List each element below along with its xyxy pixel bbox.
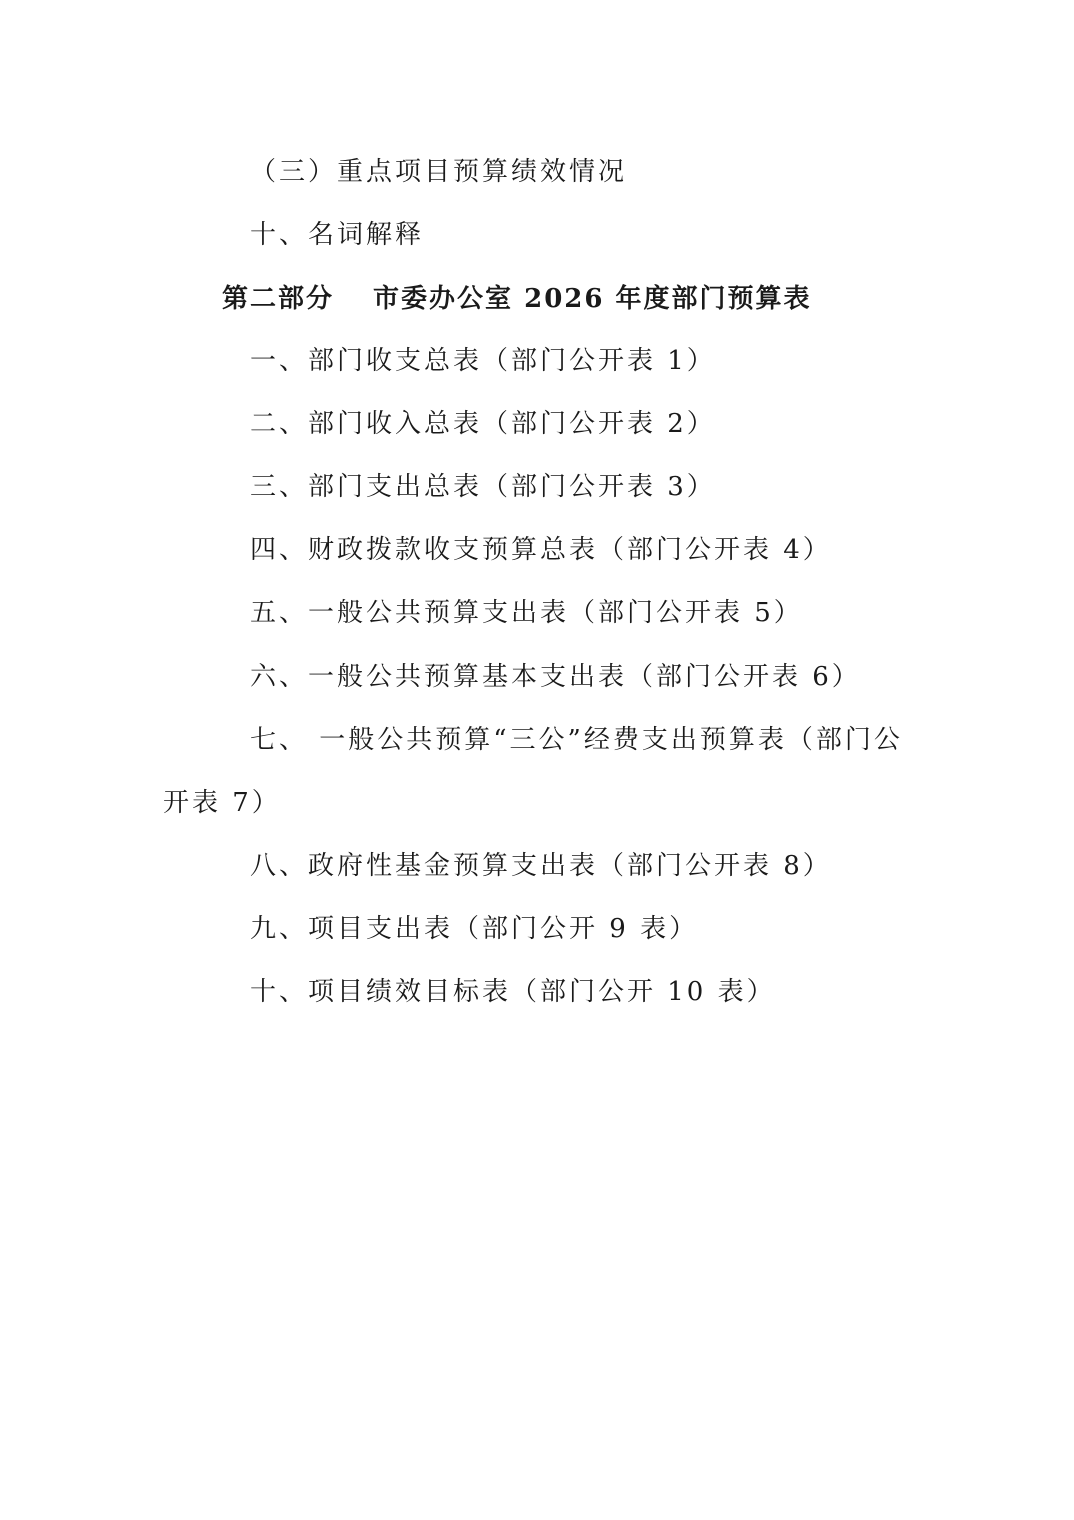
toc-item-table-7-line2: 开表 7） [163, 788, 281, 818]
toc-item-table-4: 四、财政拨款收支预算总表（部门公开表 4） [250, 535, 832, 565]
part2-heading: 第二部分 市委办公室 2026 年度部门预算表 [222, 284, 812, 314]
toc-item-table-3: 三、部门支出总表（部门公开表 3） [250, 472, 716, 502]
toc-item-table-5: 五、一般公共预算支出表（部门公开表 5） [250, 598, 803, 628]
toc-item-table-1: 一、部门收支总表（部门公开表 1） [250, 346, 716, 376]
toc-item-glossary: 十、名词解释 [250, 220, 425, 250]
toc-item-table-9: 九、项目支出表（部门公开 9 表） [250, 914, 699, 944]
toc-item-table-10: 十、项目绩效目标表（部门公开 10 表） [250, 977, 776, 1007]
toc-item-table-7-line1: 七、 一般公共预算“三公”经费支出预算表（部门公 [250, 725, 903, 755]
toc-item-table-6: 六、一般公共预算基本支出表（部门公开表 6） [250, 662, 861, 692]
toc-item-table-8: 八、政府性基金预算支出表（部门公开表 8） [250, 851, 832, 881]
toc-item-table-2: 二、部门收入总表（部门公开表 2） [250, 409, 716, 439]
toc-item-key-project-performance: （三）重点项目预算绩效情况 [250, 157, 628, 187]
